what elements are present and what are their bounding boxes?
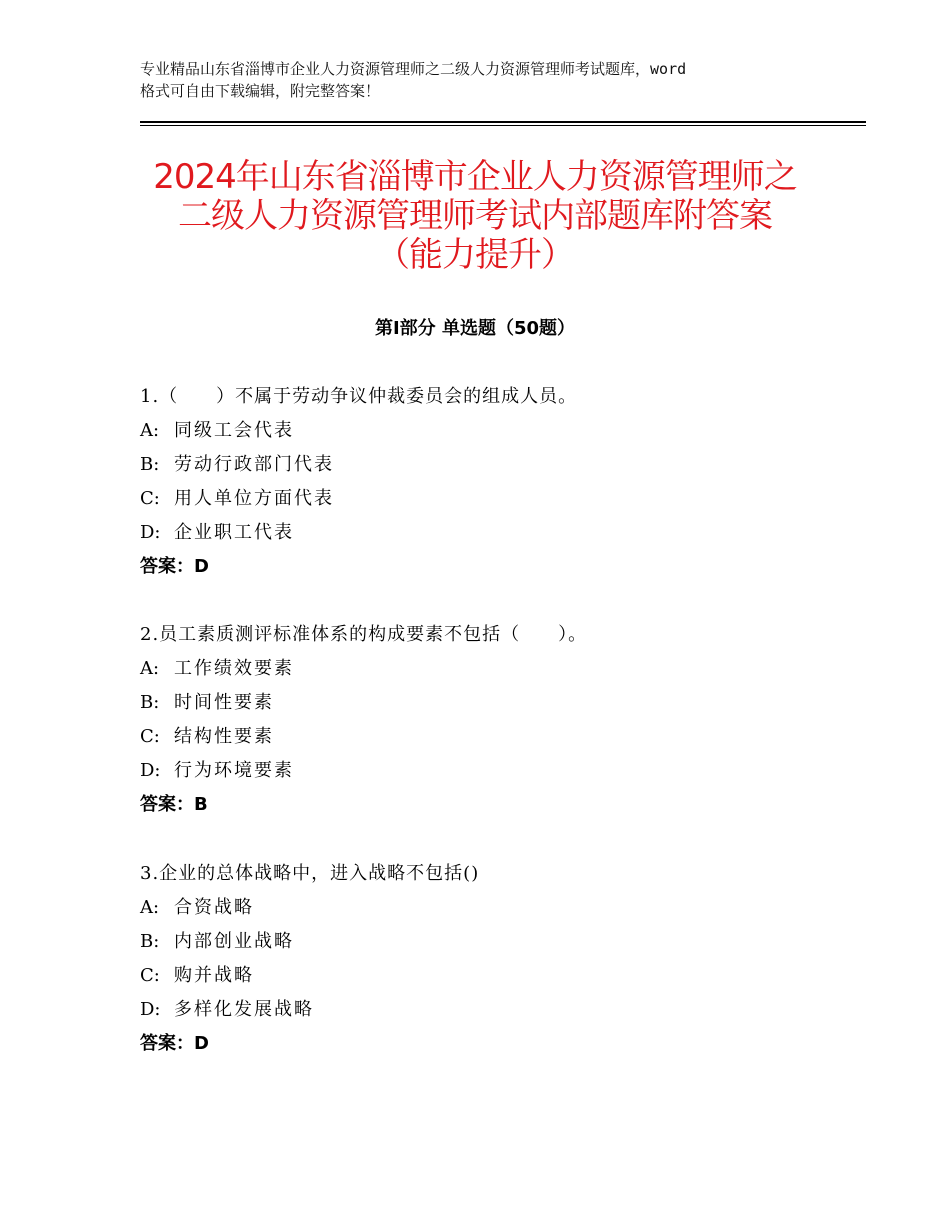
option-text: 合资战略 [174,897,254,918]
option-text: 结构性要素 [174,726,274,747]
option-d [140,516,840,550]
question-2 [140,618,840,822]
option-letter: C: [140,965,160,986]
option-letter: B: [140,692,160,713]
option-letter: A: [140,897,160,918]
option-letter: A: [140,420,160,441]
option-c [140,720,840,754]
header-divider-thin [140,125,866,126]
option-text: 行为环境要素 [174,760,294,781]
document-title [100,158,850,275]
option-c [140,482,840,516]
option-letter: C: [140,488,160,509]
option-b [140,925,840,959]
answer-label: 答案：D [140,1033,209,1054]
header-note-line-1: 专业精品山东省淄博市企业人力资源管理师之二级人力资源管理师考试题库，word [140,60,687,78]
option-text: 多样化发展战略 [174,999,314,1020]
option-a [140,652,840,686]
option-text: 内部创业战略 [174,931,294,952]
header-divider-thick [140,121,866,123]
option-text: 劳动行政部门代表 [174,454,334,475]
option-text: 用人单位方面代表 [174,488,334,509]
question-stem: 3.企业的总体战略中，进入战略不包括() [140,863,480,884]
question-3 [140,857,840,1061]
option-letter: D: [140,760,161,781]
document-title-line-3: （能力提升） [376,235,574,275]
option-text: 时间性要素 [174,692,274,713]
answer-label: 答案：D [140,556,209,577]
option-a [140,414,840,448]
option-d [140,993,840,1027]
document-title-line-1: 2024年山东省淄博市企业人力资源管理师之 [153,157,797,197]
option-d [140,754,840,788]
option-a [140,891,840,925]
header-note-line-2: 格式可自由下载编辑，附完整答案！ [140,82,381,100]
option-text: 工作绩效要素 [174,658,294,679]
question-stem: 2.员工素质测评标准体系的构成要素不包括（ ）。 [140,624,588,645]
option-letter: D: [140,522,161,543]
option-letter: A: [140,658,160,679]
option-text: 购并战略 [174,965,254,986]
header-note [140,58,840,102]
option-b [140,448,840,482]
option-b [140,686,840,720]
option-letter: B: [140,931,160,952]
option-letter: B: [140,454,160,475]
document-title-line-2: 二级人力资源管理师考试内部题库附答案 [178,196,772,236]
option-text: 同级工会代表 [174,420,294,441]
answer-label: 答案：B [140,794,208,815]
question-1 [140,380,840,584]
option-text: 企业职工代表 [174,522,294,543]
option-letter: D: [140,999,161,1020]
option-letter: C: [140,726,160,747]
question-stem: 1.（ ）不属于劳动争议仲裁委员会的组成人员。 [140,386,578,407]
option-c [140,959,840,993]
section-heading: 第Ⅰ部分 单选题（50题） [374,318,575,339]
